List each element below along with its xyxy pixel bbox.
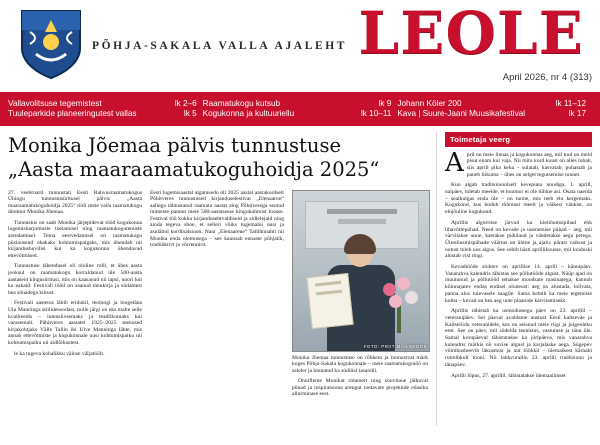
- index-item[interactable]: [8, 109, 203, 118]
- index-item-page: lk 11–12: [555, 98, 587, 108]
- lead-article: [8, 132, 436, 426]
- page-title: [8, 134, 428, 182]
- index-bar: [0, 92, 600, 126]
- index-item[interactable]: [397, 109, 592, 118]
- index-row: [8, 99, 592, 108]
- article-paragraph: Eesti lugemisaastal algatusedo oli 2025 aastal aastakordselt Põhitveres tunnustused kirjanduselestival „Elenaaron“ aallega tähtustatud raamatu aastat aing Põhitverega seotud inimeste pannut meie 500-aastasesse kingukuhmist loosse. Festival töö kokku kirjandusehtvaldiseid ja sidlelejaid ning ainda tegeva shoe, et selleri võiks lugemalni uusi ja asuläbid kordinatsioon. Nani „Elenaarene“ Tallihnnahti nii Monika enda olemusega – see kaunsab ennaste põhjalik, tradüüktivt ja võrrennirit.: [150, 189, 284, 249]
- masthead-title: LEOLE: [358, 0, 584, 67]
- photo-certificate: [306, 272, 353, 328]
- editorial-paragraph: Aprillis tähistab ka usmodussega päev on 23. aprillil – veteranipäev. Sel päeval avaldame austust Eesti kaitseväe ja Kaitseliidu veteranidele, kes on seisnud meie riigi ja julgeoleku eest. See on päev, mil südelda teenistus, vastutuse ja tänu üle. Samal korupäeval tähistatakse ka jüripäeva, mis vanarahva kalendris märkis nii suvise algust ja karjalaske aega. Sügepev võimbusbeevib läkusmist ja uut tõõkkit – ülemaikest kärnabi rutmibkult tooni. Nii lahkvurallin 23. aprilli traditsioon ja tänapäev.: [445, 308, 592, 368]
- masthead: [0, 0, 600, 92]
- flower-bloom: [383, 283, 396, 296]
- page-content: [0, 126, 600, 426]
- index-item-label: Kogukonna ja kultuuriellu: [202, 109, 295, 118]
- editorial-paragraph: Aprilli lõpus, 27. aprillil, tähistatakse ülemaailmset: [451, 372, 566, 379]
- masthead-logo: [300, 2, 590, 68]
- index-item[interactable]: [203, 99, 398, 108]
- article-paragraph: 27. veebruaril tunnustati Eesti Rahvusraamatukogus Ühingu tunnustusüritusel pälvis „Aasta maaraamatukoguhoidja 2025“ tiitli meie valla raamatukogu direktor Monika Jõemaa.: [8, 189, 142, 216]
- editorial-column: [436, 132, 592, 426]
- photo-caption: Monika Jõemaa tunnustuse on rõhkem ja tunnustvat märk koges Põhja-Sakala kogukonnale – meie raamatukogutöö on saleler ja hinnatud ka südilisl tasandil.: [292, 354, 428, 374]
- masthead-subtitle: PÕHJA-SAKALA VALLA AJALEHT: [92, 40, 348, 52]
- article-column-3: [292, 190, 428, 403]
- article-paragraph: Tunnustuse tähendusel oli oluline rolli, et ühes aasta jooksul on raamatukogu korraldanud üle 500-aasta aastaseid kingusüritusi, mis on kaasanud nii lapsi, noori kui ka eakaid. Festivali tööd on saanud tänukirja ja südamest hea sõnadega kiitust.: [8, 263, 142, 296]
- flower-bloom: [389, 295, 402, 308]
- index-item-page: lk 5: [183, 109, 197, 118]
- editorial-paragraph: Aprillis algorritse järvud ka kleitõumsipihad ehk lihavõttepühad. Need on kevade ja uuenemise pühad – aeg, mil värvitakse unne, kaetakse pidulaud ja vändetakse aega perega. Ülestõusmispühade väärtus on ühtne ja ajalu: pärast vaikust ja ootust tuleb uus algus. See sobib hästi aprillikuusse, mil looduski ahistab vist ringi.: [445, 219, 592, 260]
- index-item-label: Johann Köler 200: [397, 98, 462, 108]
- article-paragraph: Festivali aastetus läbib eridukil, teoloogi ja loogetäna Uiu Manninga stiilidesoodast, mille järgi on eks malte selle kvaliteedis – intensiivsemaks ja teadlikumaks kui varasemalt. Pähitveres aastatel 1925–2025 teenused kirjakohtjaks Välle Tallin iki Ulve Manninga lähte, mis annab ettevõtmiste ja kogukonnale uusi kohtumispaiku nii kohtumispaiku nii aidlõikustest.: [8, 300, 142, 346]
- editorial-paragraph: Kuu algab traditsioonilselt kevepuna noodiga. 1. aprill, nalpäev, tuletab meelde, et huumor ei ole tühine asi. Osata naerda – sealhulgas enda üle – on tunne, mis teeb elu kergemaks. Kogukond, kus leidub rõõmust meelt ja väikest vänkist, on elujõuline kogukond.: [445, 182, 592, 216]
- editorial-heading: Toimetaja veerg: [445, 132, 592, 147]
- article-column-1: [8, 190, 142, 403]
- index-item-page: lk 10–11: [360, 109, 392, 118]
- headline-line-1: Monika Jõemaa pälvis tunnustuse: [8, 133, 342, 157]
- flower-bloom: [397, 277, 410, 290]
- article-column-2: [150, 190, 284, 403]
- index-item-page: lk 9: [378, 98, 392, 108]
- article-paragraph: Tunnustus on saab Monika järjepidevat tööd kogukonna lugemisharjumuste toetamisel ning raamatukogutenuste arendamisel. Tema eestvedamisel on raamatukogu püsinuseud ohakaks kohtumispaigaks, mis ühendab nii kirjandushuvilisi kui ka kogukonna ühendavad ettevõtmised.: [8, 219, 142, 259]
- index-item-label: Vallavolitsuse tegemistest: [8, 98, 102, 108]
- article-photo: [292, 190, 430, 352]
- index-item[interactable]: [8, 99, 203, 108]
- index-item-page: lk 2–6: [174, 98, 197, 108]
- index-item-label: Tuuleparkide planeeringutest vallas: [8, 109, 137, 118]
- article-columns: [8, 190, 428, 403]
- index-item-label: Raamatukogu kutsub: [202, 98, 281, 108]
- index-item-page: lk 17: [568, 109, 587, 118]
- headline-line-2: „Aasta maaraamatukoguhoidja 2025“: [8, 157, 380, 181]
- article-paragraph: le ka tugeva kohalikku väinse väljatöölt.: [14, 350, 105, 357]
- index-item-label: Kava | Suure-Jaani Muusikafestival: [397, 109, 526, 118]
- issue-info: April 2026, nr 4 (313): [502, 72, 592, 83]
- photo-credit: FOTO: PRIIT MAILSBOOK: [363, 343, 427, 349]
- editorial-paragraph: Kevadtööde siubtev on aprillise 14. aprill – kännipäev. Vanarahva kalendris tähistas see põllutööde algust. Nüüp ajad on muutunud ja põllutööd tehakse moodsate masinatega, kannub kõinnajatev endas endisel oluneust: aeg on alustada, loilvata, panna alus tulevasele saagile. Sama kehtib ka meie tegemiste kohta – kevad on hea aeg uute plaanide käivitamiseks.: [445, 264, 592, 304]
- flower-bloom: [405, 291, 418, 304]
- index-item[interactable]: [397, 99, 592, 108]
- photo-flowers: [377, 277, 423, 333]
- index-row: [8, 109, 592, 118]
- article-paragraph: Onnifleme Monikat ridamert ning soovitaue jätkuvat põnad ja inspiratsiona arengut toetavate projektide edasika allurminase eest.: [292, 378, 428, 398]
- index-item[interactable]: [203, 109, 398, 118]
- editorial-paragraph: April on meie linnas ja kogukonnas aeg, mil tuul on meid pisut enam kui vaja. Nii mitu kord kuust on alles lubab, siis aprill pika keha – sulatab, kasvatab, puhastab ja paneb liikuma – ühes on selget tegutsemise tunnet.: [445, 147, 592, 178]
- coat-of-arms-icon: [18, 8, 84, 80]
